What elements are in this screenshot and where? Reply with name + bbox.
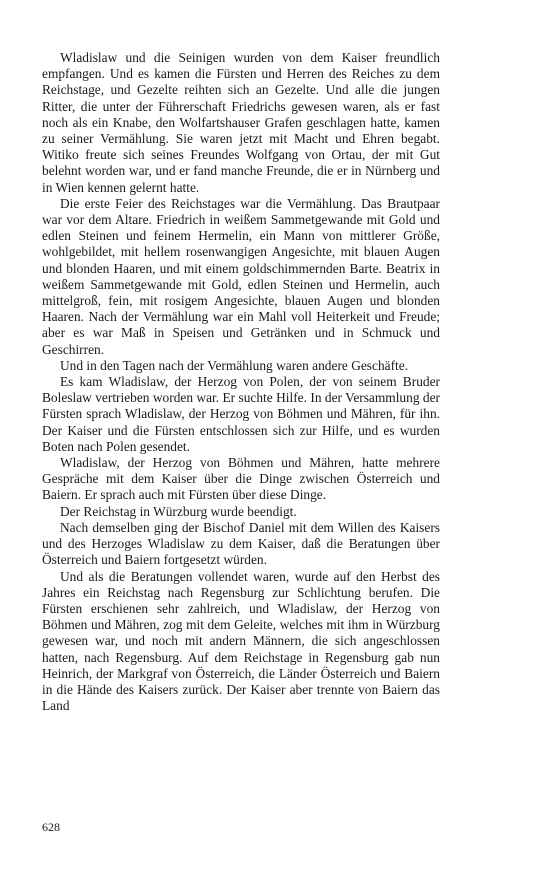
- paragraph: Die erste Feier des Reichstages war die Vermählung. Das Brautpaar war vor dem Altare. Friedrich in weißem Sammetgewande mit Gold und edlen Steinen und feinem Hermelin, ein Mann von mittlerer Größe, wohlgebildet, mit hellem rosenwangigen Angesichte, mit blauen Augen und blonden Haaren, und mit einem goldschimmernden Barte. Beatrix in weißem Sammetgewande mit Gold, edlen Steinen und Hermelin, auch mittelgroß, fein, mit rosigem Angesichte, blauen Augen und blonden Haaren. Nach der Vermählung war ein Mahl voll Heiterkeit und Freude; aber es war Maß in Speisen und Getränken und in Schmuck und Geschirren.: [42, 195, 440, 357]
- paragraph: Und in den Tagen nach der Vermählung waren andere Geschäfte.: [60, 357, 409, 373]
- paragraph: Wladislaw und die Seinigen wurden von dem Kaiser freundlich empfangen. Und es kamen die Fürsten und Herren des Reiches zu dem Reichstage, und Gezelte reihten sich an Gezelte. Und alle die jungen Ritter, die unter der Führerschaft Friedrichs gewesen waren, als er fast noch als ein Knabe, den Wolfartshauser Grafen geschlagen hatte, kamen zu seiner Vermählung. Sie waren jetzt mit Macht und Ehren begabt. Witiko freute sich seines Freundes Wolfgang von Ortau, der mit Gut belehnt worden war, und er fand manche Freunde, die er in Nürnberg und in Wien kennen gelernt hatte.: [42, 50, 440, 195]
- paragraph: Der Reichstag in Würzburg wurde beendigt.: [60, 503, 297, 519]
- page-number: 628: [42, 820, 60, 834]
- paragraph: Wladislaw, der Herzog von Böhmen und Mähren, hatte mehrere Gespräche mit dem Kaiser über die Dinge zwischen Österreich und Baiern. Er sprach auch mit Fürsten über diese Dinge.: [42, 455, 440, 503]
- paragraph: Nach demselben ging der Bischof Daniel mit dem Willen des Kaisers und des Herzoges Wladislaw zu dem Kaiser, daß die Beratungen über Österreich und Baiern fortgesetzt würden.: [42, 519, 440, 568]
- paragraph: Und als die Beratungen vollendet waren, wurde auf den Herbst des Jahres ein Reichstag nach Regensburg zur Schlichtung berufen. Die Fürsten erschienen sehr zahlreich, und Wladislaw, der Herzog von Böhmen und Mähren, zog mit dem Geleite, welches mit ihm in Würzburg gewesen war, und noch mit andern Männern, die sich angeschlossen hatten, nach Regensburg. Auf dem Reichstage in Regensburg gab nun Heinrich, der Markgraf von Österreich, die Länder Österreich und Baiern in die Hände des Kaisers zurück. Der Kaiser aber trennte von Baiern das Land: [42, 568, 440, 714]
- paragraph: Es kam Wladislaw, der Herzog von Polen, der von seinem Bruder Boleslaw vertrieben worden war. Er suchte Hilfe. In der Versammlung der Fürsten sprach Wladislaw, der Herzog von Böhmen und Mähren, für ihn. Der Kaiser und die Fürsten entschlossen sich zur Hilfe, und es wurden Boten nach Polen gesendet.: [42, 374, 440, 454]
- body-text: [42, 50, 440, 714]
